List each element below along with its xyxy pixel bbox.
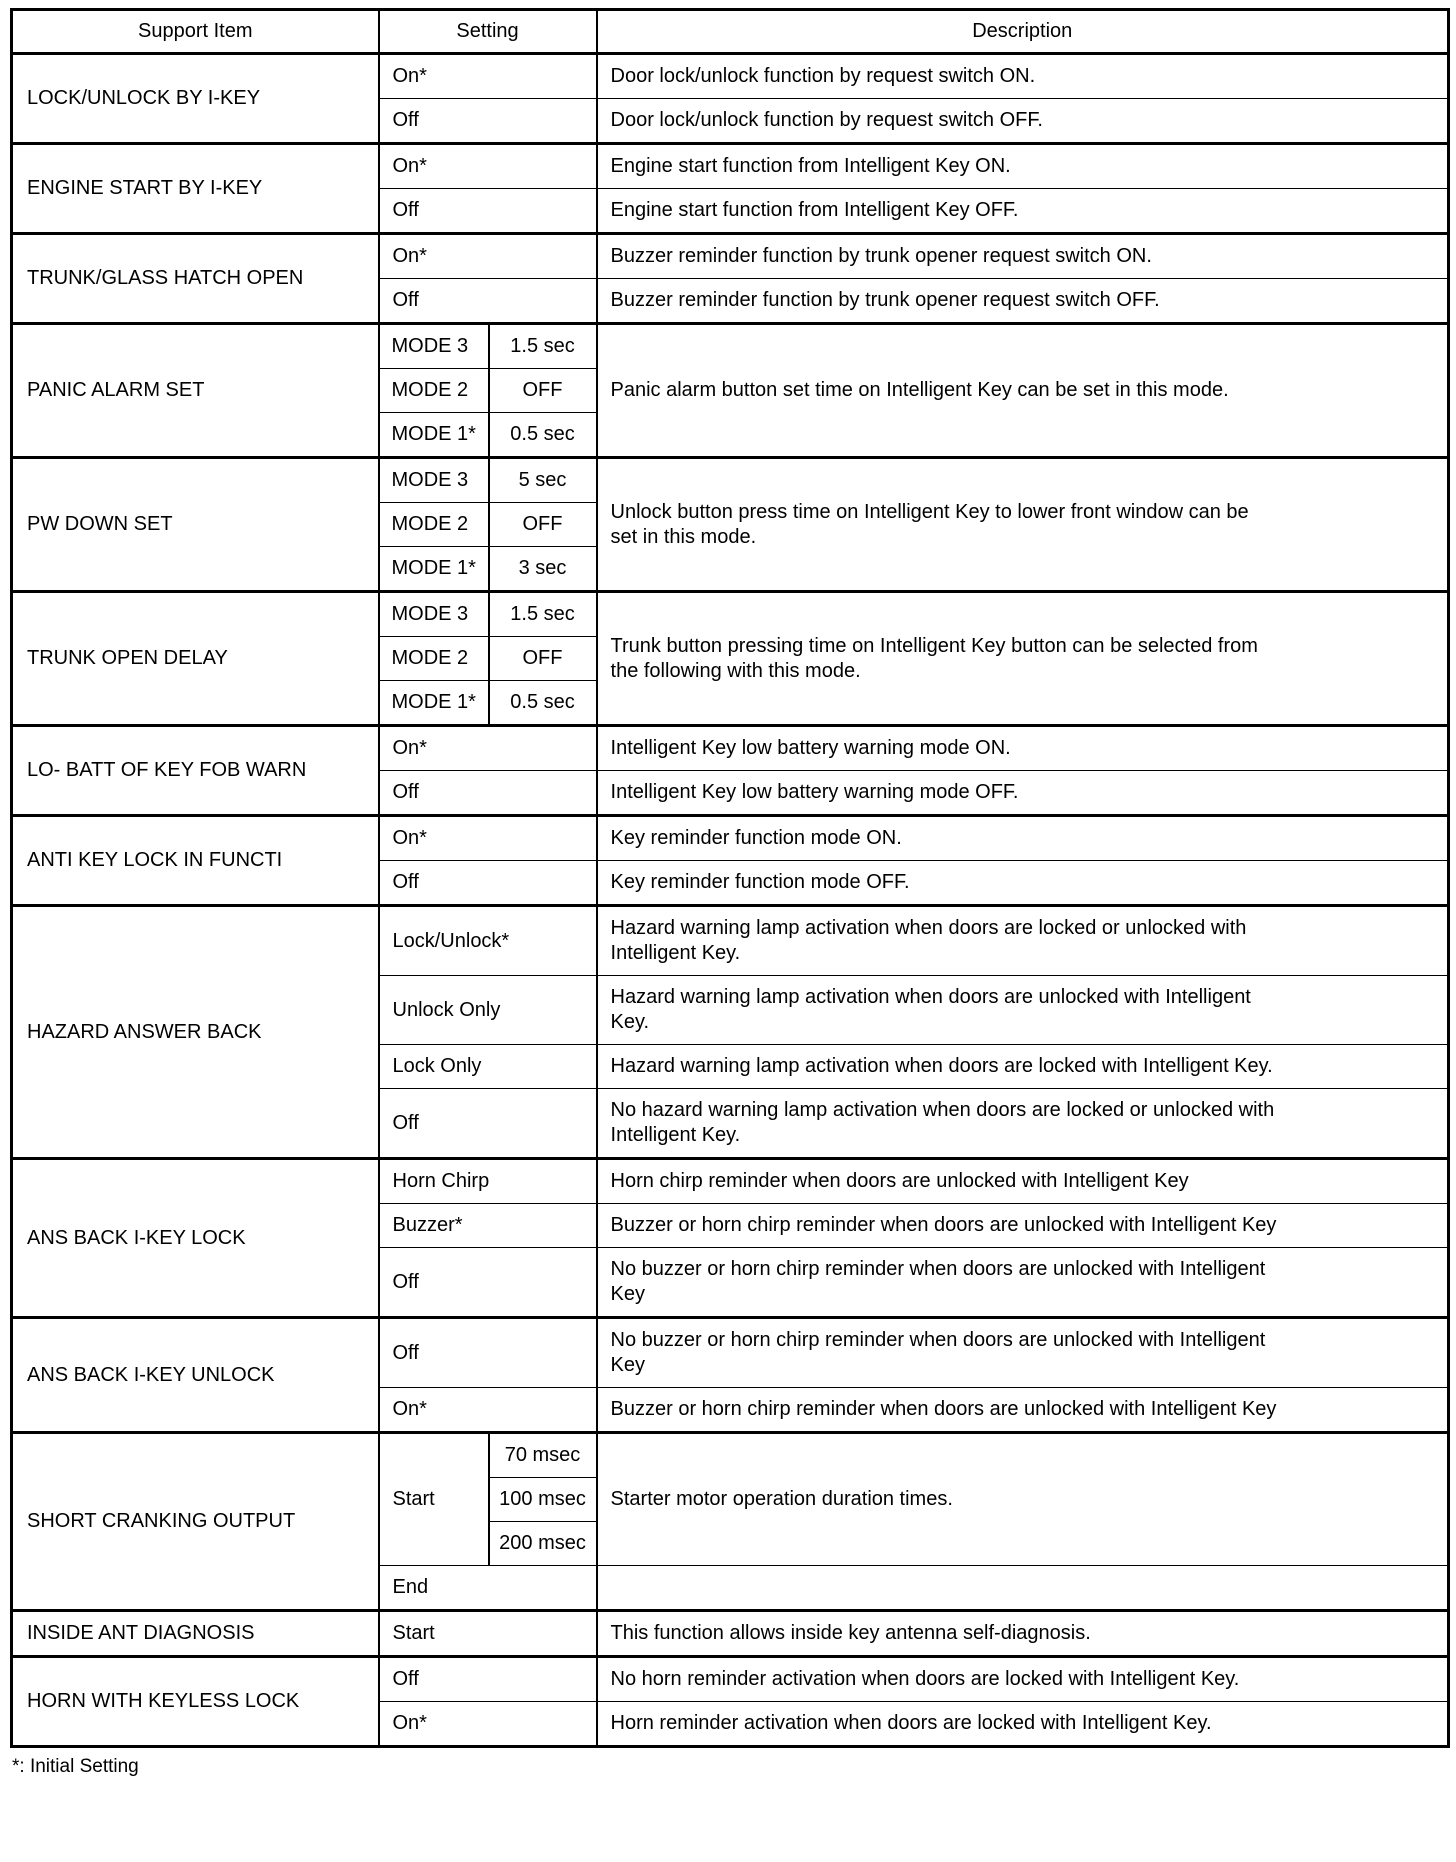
setting-value-cell: OFF [489, 637, 597, 681]
description-cell: Horn reminder activation when doors are locked with Intelligent Key. [597, 1702, 1449, 1747]
setting-option-cell: On* [379, 144, 597, 189]
setting-option-cell: Off [379, 99, 597, 144]
table-row [12, 144, 1449, 189]
setting-option-cell: On* [379, 1702, 597, 1747]
setting-option-cell: Horn Chirp [379, 1159, 597, 1204]
support-item-cell: ENGINE START BY I-KEY [12, 144, 379, 234]
setting-mode-cell: MODE 2 [379, 637, 489, 681]
setting-option-cell: Lock Only [379, 1045, 597, 1089]
setting-value-cell: 1.5 sec [489, 324, 597, 369]
support-settings-table [10, 8, 1450, 1748]
setting-value-cell: 70 msec [489, 1433, 597, 1478]
setting-option-cell: Off [379, 1089, 597, 1159]
setting-option-cell: Off [379, 1248, 597, 1318]
table-row [12, 1657, 1449, 1702]
description-cell: Intelligent Key low battery warning mode OFF. [597, 771, 1449, 816]
setting-option-cell: On* [379, 816, 597, 861]
support-item-cell: HAZARD ANSWER BACK [12, 906, 379, 1159]
table-row [12, 1433, 1449, 1478]
setting-value-cell: 200 msec [489, 1522, 597, 1566]
support-item-cell: PW DOWN SET [12, 458, 379, 592]
description-cell: Door lock/unlock function by request switch OFF. [597, 99, 1449, 144]
support-item-cell: ANTI KEY LOCK IN FUNCTI [12, 816, 379, 906]
support-item-cell: LO- BATT OF KEY FOB WARN [12, 726, 379, 816]
table-row [12, 1318, 1449, 1388]
table-row [12, 1159, 1449, 1204]
support-item-cell: INSIDE ANT DIAGNOSIS [12, 1611, 379, 1657]
setting-value-cell: 0.5 sec [489, 413, 597, 458]
description-cell: Key reminder function mode OFF. [597, 861, 1449, 906]
support-item-cell: TRUNK/GLASS HATCH OPEN [12, 234, 379, 324]
setting-option-cell: On* [379, 1388, 597, 1433]
setting-option-cell: Off [379, 189, 597, 234]
setting-mode-cell: MODE 1* [379, 681, 489, 726]
setting-mode-cell: MODE 2 [379, 369, 489, 413]
description-cell: Engine start function from Intelligent Key ON. [597, 144, 1449, 189]
table-row [12, 726, 1449, 771]
setting-value-cell: OFF [489, 503, 597, 547]
setting-value-cell: OFF [489, 369, 597, 413]
header-description: Description [597, 10, 1449, 54]
setting-option-cell: Off [379, 279, 597, 324]
description-cell: No horn reminder activation when doors are locked with Intelligent Key. [597, 1657, 1449, 1702]
support-item-cell: HORN WITH KEYLESS LOCK [12, 1657, 379, 1747]
table-row [12, 592, 1449, 637]
setting-value-cell: 1.5 sec [489, 592, 597, 637]
setting-value-cell: 5 sec [489, 458, 597, 503]
setting-mode-cell: MODE 3 [379, 458, 489, 503]
setting-option-cell: On* [379, 54, 597, 99]
description-cell: Buzzer reminder function by trunk opener request switch OFF. [597, 279, 1449, 324]
support-item-cell: ANS BACK I-KEY LOCK [12, 1159, 379, 1318]
description-cell: Hazard warning lamp activation when doors are unlocked with Intelligent Key. [597, 976, 1449, 1045]
setting-mode-cell: MODE 3 [379, 324, 489, 369]
setting-option-cell: Unlock Only [379, 976, 597, 1045]
setting-mode-cell: MODE 2 [379, 503, 489, 547]
description-cell: No buzzer or horn chirp reminder when doors are unlocked with Intelligent Key [597, 1318, 1449, 1388]
description-cell: No hazard warning lamp activation when doors are locked or unlocked with Intelligent Key. [597, 1089, 1449, 1159]
support-item-cell: PANIC ALARM SET [12, 324, 379, 458]
setting-option-cell: On* [379, 234, 597, 279]
support-item-cell: SHORT CRANKING OUTPUT [12, 1433, 379, 1611]
description-cell: Key reminder function mode ON. [597, 816, 1449, 861]
description-cell: This function allows inside key antenna self-diagnosis. [597, 1611, 1449, 1657]
header-row [12, 10, 1449, 54]
description-cell: No buzzer or horn chirp reminder when doors are unlocked with Intelligent Key [597, 1248, 1449, 1318]
description-cell: Engine start function from Intelligent Key OFF. [597, 189, 1449, 234]
description-cell: Hazard warning lamp activation when doors are locked with Intelligent Key. [597, 1045, 1449, 1089]
setting-option-cell: Off [379, 1657, 597, 1702]
description-cell: Trunk button pressing time on Intelligent Key button can be selected from the following with this mode. [597, 592, 1449, 726]
setting-mode-cell: MODE 1* [379, 413, 489, 458]
description-cell-empty [597, 1566, 1449, 1611]
table-row [12, 458, 1449, 503]
setting-option-cell: Off [379, 1318, 597, 1388]
description-cell: Buzzer or horn chirp reminder when doors are unlocked with Intelligent Key [597, 1204, 1449, 1248]
setting-option-cell: Off [379, 861, 597, 906]
setting-option-cell: Start [379, 1611, 597, 1657]
table-row [12, 816, 1449, 861]
footnote-initial-setting: *: Initial Setting [12, 1756, 139, 1777]
setting-value-cell: 100 msec [489, 1478, 597, 1522]
description-cell: Hazard warning lamp activation when doors are locked or unlocked with Intelligent Key. [597, 906, 1449, 976]
setting-mode-cell: MODE 3 [379, 592, 489, 637]
setting-value-cell: 0.5 sec [489, 681, 597, 726]
setting-option-cell: On* [379, 726, 597, 771]
table-row [12, 906, 1449, 976]
table-header [12, 10, 1449, 54]
setting-option-cell: Buzzer* [379, 1204, 597, 1248]
description-cell: Door lock/unlock function by request switch ON. [597, 54, 1449, 99]
setting-start-cell: Start [379, 1433, 489, 1566]
header-setting: Setting [379, 10, 597, 54]
description-cell: Panic alarm button set time on Intelligent Key can be set in this mode. [597, 324, 1449, 458]
description-cell: Horn chirp reminder when doors are unlocked with Intelligent Key [597, 1159, 1449, 1204]
description-cell: Unlock button press time on Intelligent Key to lower front window can be set in this mode. [597, 458, 1449, 592]
description-cell: Buzzer reminder function by trunk opener request switch ON. [597, 234, 1449, 279]
table-row [12, 234, 1449, 279]
support-item-cell: ANS BACK I-KEY UNLOCK [12, 1318, 379, 1433]
support-item-cell: LOCK/UNLOCK BY I-KEY [12, 54, 379, 144]
description-cell: Buzzer or horn chirp reminder when doors are unlocked with Intelligent Key [597, 1388, 1449, 1433]
setting-value-cell: 3 sec [489, 547, 597, 592]
setting-mode-cell: MODE 1* [379, 547, 489, 592]
description-cell: Starter motor operation duration times. [597, 1433, 1449, 1566]
table-row [12, 1611, 1449, 1657]
header-support-item: Support Item [12, 10, 379, 54]
support-item-cell: TRUNK OPEN DELAY [12, 592, 379, 726]
description-cell: Intelligent Key low battery warning mode ON. [597, 726, 1449, 771]
setting-option-cell: Lock/Unlock* [379, 906, 597, 976]
table-row [12, 324, 1449, 369]
table-row [12, 54, 1449, 99]
setting-option-cell: Off [379, 771, 597, 816]
settings-table-body [12, 54, 1449, 1747]
setting-end-cell: End [379, 1566, 597, 1611]
